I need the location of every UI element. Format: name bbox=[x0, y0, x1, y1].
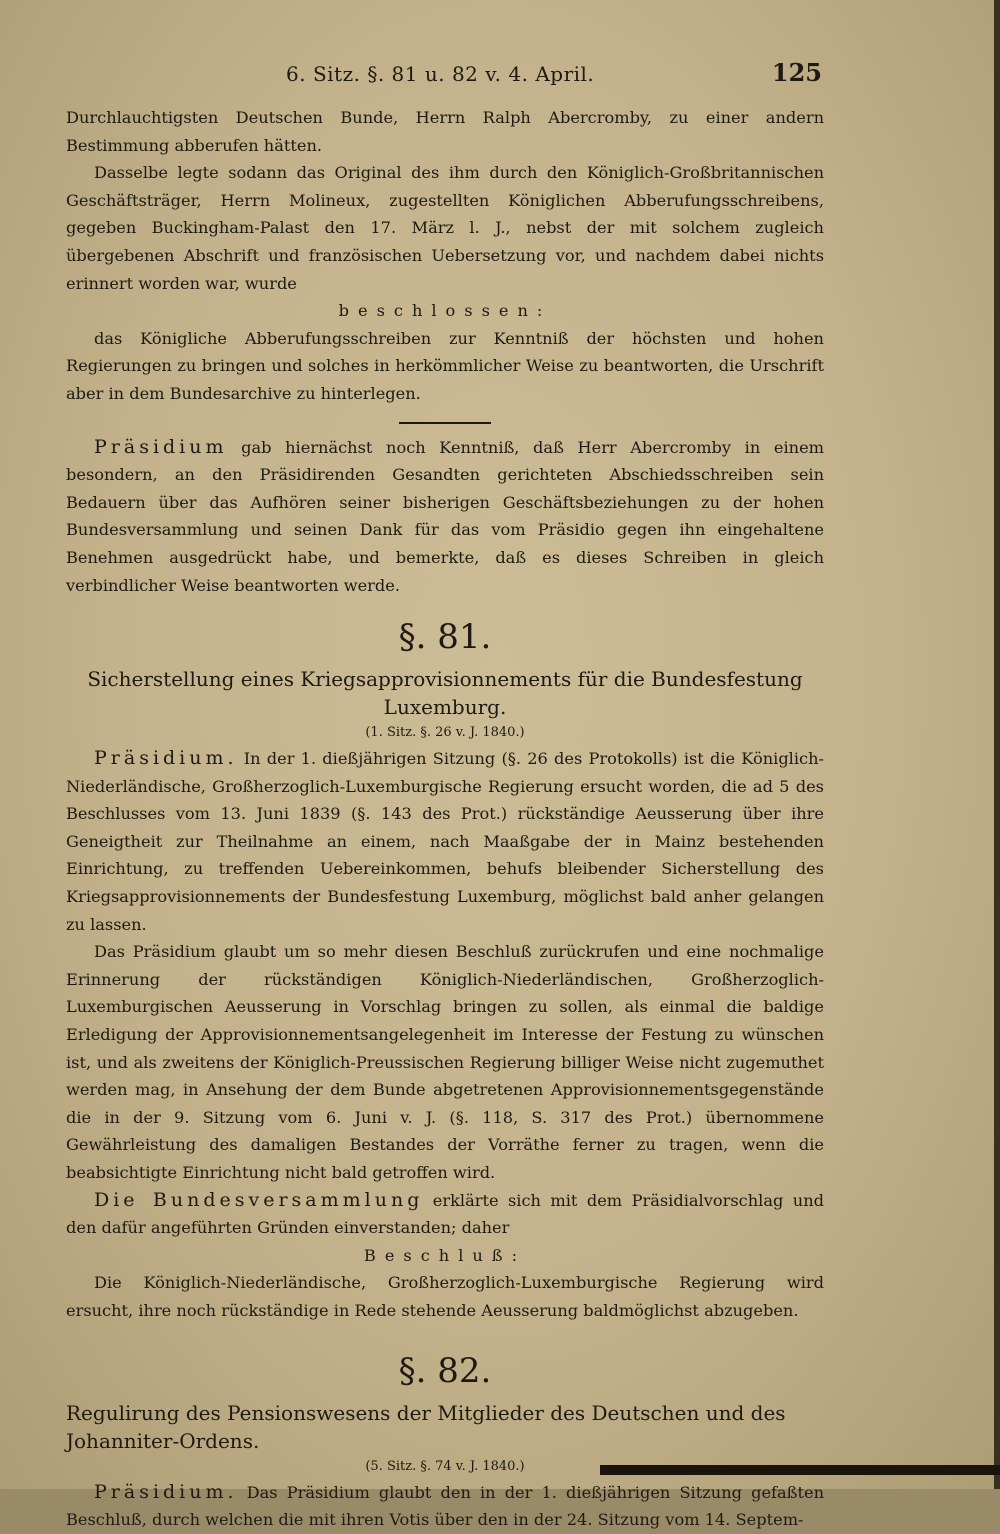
page-body bbox=[66, 104, 824, 1534]
section-81-mark: §. 81. bbox=[398, 617, 492, 658]
section-81-paragraph-3-text: erklärte sich mit dem Präsidialvorschlag und den dafür angeführten Gründen einverstanden; daher bbox=[66, 1190, 824, 1238]
section-82-reference: (5. Sitz. §. 74 v. J. 1840.) bbox=[365, 1458, 525, 1474]
beschlossen-heading: beschlossen: bbox=[338, 301, 552, 321]
running-head: 6. Sitz. §. 81 u. 82 v. 4. April. bbox=[286, 62, 595, 86]
section-82-paragraph-1 bbox=[66, 1479, 824, 1534]
section-81-paragraph-1-text: In der 1. dießjährigen Sitzung (§. 26 des Protokolls) ist die Königlich-Niederländische, Großherzoglich-Luxemburgische Regierung ersucht worden, die ad 5 des Beschlusses vom 13. Juni 1839 (§. 143 des Prot.) rückständige Aeusserung über ihre Geneigtheit zur Theilnahme an einem, nach Maaßgabe der in Mainz bestehenden Einrichtung, zu treffenden Uebereinkommen, behufs bleibender Sicherstellung des Kriegsapprovisionnements der Bundesfestung Luxemburg, möglichst bald anher gelangen zu lassen. bbox=[66, 749, 824, 934]
paragraph-2: Dasselbe legte sodann das Original des ihm durch den Königlich-Großbritannischen Geschäftsträger, Herrn Molineux, zugestellten Königlichen Abberufungsschreibens, gegeben Buckingham-Palast den 17. März l. J., nebst der mit solchem zugleich übergebenen Abschrift und französischen Uebersetzung vor, und nachdem dabei nichts erinnert worden war, wurde bbox=[66, 163, 824, 293]
paragraph-4-text: gab hiernächst noch Kenntniß, daß Herr Abercromby in einem besondern, an den Präsidirenden Gesandten gerichteten Abschiedsschreiben sein Bedauern über das Aufhören seiner bisherigen Geschäftsbeziehungen zu der hohen Bundesversammlung und seinen Dank für das vom Präsidio gegen ihn eingehaltene Benehmen ausgedrückt habe, und bemerkte, daß es dieses Schreiben in gleich verbindlicher Weise beantworten werde. bbox=[66, 437, 824, 595]
separator-rule bbox=[399, 422, 491, 424]
page-header bbox=[66, 58, 826, 92]
page-number: 125 bbox=[771, 58, 822, 87]
section-81-paragraph-3 bbox=[66, 1187, 824, 1242]
paragraph-4 bbox=[66, 434, 824, 600]
beschluss-heading: Beschluß: bbox=[363, 1245, 527, 1265]
paragraph-3: das Königliche Abberufungsschreiben zur Kenntniß der höchsten und hohen Regierungen zu bringen und solches in herkömmlicher Weise zu beantworten, die Urschrift aber in dem Bundesarchive zu hinterlegen. bbox=[66, 328, 824, 403]
section-81-paragraph-1 bbox=[66, 745, 824, 938]
section-82-mark: §. 82. bbox=[398, 1350, 492, 1391]
page-edge-right bbox=[994, 0, 1000, 1489]
section-81-title: Sicherstellung eines Kriegsapprovisionnements für die Bundesfestung Luxemburg. bbox=[87, 667, 803, 720]
bundesversammlung-lead: Die Bundesversammlung bbox=[94, 1188, 424, 1211]
paragraph-1: Durchlauchtigsten Deutschen Bunde, Herrn Ralph Abercromby, zu einer andern Bestimmung abberufen hätten. bbox=[66, 108, 824, 155]
praesidium-lead: Präsidium. bbox=[94, 747, 238, 770]
section-82-title: Regulirung des Pensionswesens der Mitglieder des Deutschen und des Johanniter-Ordens. bbox=[66, 1400, 786, 1453]
praesidium-lead: Präsidium. bbox=[94, 1480, 238, 1503]
praesidium-lead: Präsidium bbox=[94, 435, 228, 458]
section-81-paragraph-2: Das Präsidium glaubt um so mehr diesen Beschluß zurückrufen und eine nochmalige Erinnerung der rückständigen Königlich-Niederländischen, Großherzoglich-Luxemburgischen Aeusserung in Vorschlag bringen zu sollen, als einmal die baldige Erledigung der Approvisionnementsangelegenheit im Interesse der Festung zu wünschen ist, und als zweitens der Königlich-Preussischen Regierung billiger Weise nicht zugemuthet werden mag, in Ansehung der dem Bunde abgetretenen Approvisionnementsgegenstände die in der 9. Sitzung vom 6. Juni v. J. (§. 118, S. 317 des Prot.) übernommene Gewährleistung des damaligen Bestandes der Vorräthe ferner zu tragen, wenn die beabsichtigte Einrichtung nicht bald getroffen wird. bbox=[66, 942, 824, 1182]
section-81-reference: (1. Sitz. §. 26 v. J. 1840.) bbox=[365, 725, 525, 741]
section-81-paragraph-4: Die Königlich-Niederländische, Großherzoglich-Luxemburgische Regierung wird ersucht, ihre noch rückständige in Rede stehende Aeusserung baldmöglichst abzugeben. bbox=[66, 1273, 824, 1320]
section-82-paragraph-1-text: Das Präsidium glaubt den in der 1. dießjährigen Sitzung gefaßten Beschluß, durch welchen die mit ihren Votis über den in der 24. Sitzung vom 14. Septem- bbox=[66, 1482, 824, 1530]
